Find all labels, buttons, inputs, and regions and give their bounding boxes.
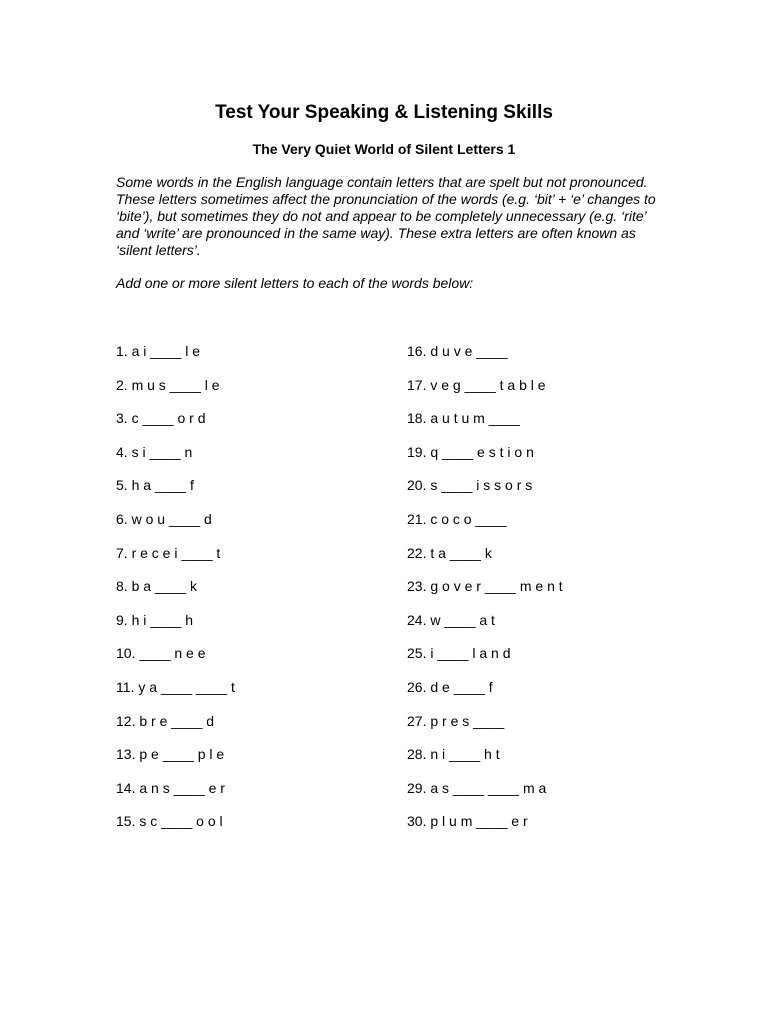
exercise-list-right bbox=[407, 340, 667, 844]
intro-paragraph: Some words in the English language contain letters that are spelt but not pronounced. These letters sometimes affect the pronunciation of the words (e.g. ‘bit’ + ‘e’ changes to ‘bite’), but sometimes they do not and appear to be completely unnecessary (e.g. ‘rite’ and ‘write’ are pronounced in the same way). These extra letters are often known as ‘silent letters’. bbox=[116, 174, 656, 258]
exercise-item-9: 9. h i ____ h bbox=[116, 611, 194, 628]
exercise-item-2: 2. m u s ____ l e bbox=[116, 376, 220, 393]
exercise-item-29: 29. a s ____ ____ m a bbox=[407, 779, 547, 796]
exercise-item-24: 24. w ____ a t bbox=[407, 611, 495, 628]
exercise-list-left bbox=[116, 340, 376, 844]
exercise-item-23: 23. g o v e r ____ m e n t bbox=[407, 578, 563, 595]
exercise-item-3: 3. c ____ o r d bbox=[116, 410, 206, 427]
exercise-item-18: 18. a u t u m ____ bbox=[407, 410, 520, 427]
page-title: Test Your Speaking & Listening Skills bbox=[215, 102, 553, 123]
exercise-item-13: 13. p e ____ p l e bbox=[116, 746, 225, 763]
exercise-item-22: 22. t a ____ k bbox=[407, 544, 492, 561]
exercise-item-21: 21. c o c o ____ bbox=[407, 510, 507, 527]
exercise-item-15: 15. s c ____ o o l bbox=[116, 813, 223, 830]
exercise-item-10: 10. ____ n e e bbox=[116, 645, 206, 662]
exercise-item-5: 5. h a ____ f bbox=[116, 477, 194, 494]
exercise-item-7: 7. r e c e i ____ t bbox=[116, 544, 221, 561]
exercise-item-25: 25. i ____ l a n d bbox=[407, 645, 511, 662]
exercise-item-19: 19. q ____ e s t i o n bbox=[407, 443, 534, 460]
exercise-item-26: 26. d e ____ f bbox=[407, 678, 493, 695]
exercise-item-12: 12. b r e ____ d bbox=[116, 712, 215, 729]
page-subtitle: The Very Quiet World of Silent Letters 1 bbox=[252, 141, 516, 157]
exercise-item-6: 6. w o u ____ d bbox=[116, 510, 212, 527]
exercise-item-1: 1. a i ____ l e bbox=[116, 343, 201, 359]
exercise-item-30: 30. p l u m ____ e r bbox=[407, 813, 528, 830]
exercise-item-27: 27. p r e s ____ bbox=[407, 712, 505, 729]
exercise-item-28: 28. n i ____ h t bbox=[407, 746, 500, 763]
exercise-item-4: 4. s i ____ n bbox=[116, 443, 193, 460]
exercise-item-20: 20. s ____ i s s o r s bbox=[407, 477, 533, 494]
exercise-item-8: 8. b a ____ k bbox=[116, 578, 197, 595]
exercise-item-16: 16. d u v e ____ bbox=[407, 343, 508, 359]
instruction-text: Add one or more silent letters to each of the words below: bbox=[116, 275, 474, 291]
exercise-item-14: 14. a n s ____ e r bbox=[116, 779, 225, 796]
exercise-item-17: 17. v e g ____ t a b l e bbox=[407, 376, 546, 393]
exercise-item-11: 11. y a ____ ____ t bbox=[116, 678, 235, 695]
